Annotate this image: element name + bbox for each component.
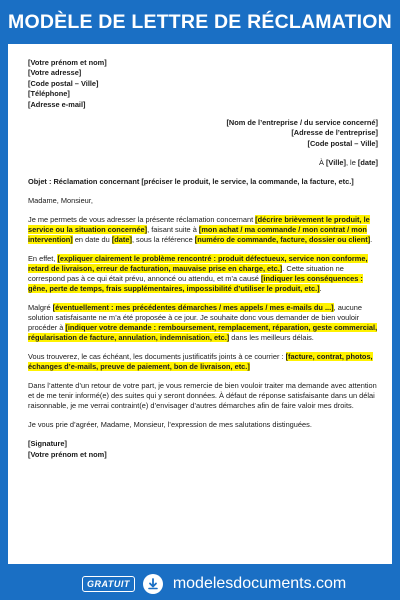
- signature-block: [28, 439, 378, 460]
- p1-highlight-2: [mon achat / ma commande / mon contrat / mon intervention]: [28, 225, 367, 245]
- p1-text-1: Je me permets de vous adresser la présente réclamation concernant: [28, 215, 256, 225]
- sender-address: [Votre adresse]: [28, 68, 82, 78]
- site-link[interactable]: modelesdocuments.com: [172, 575, 347, 592]
- p3-highlight-1: [éventuellement : mes précédentes démarches / mes appels / mes e-mails du ...]: [52, 303, 334, 313]
- p1-highlight-4: [numéro de commande, facture, dossier ou client]: [194, 235, 371, 245]
- sender-name: [Votre prénom et nom]: [28, 58, 107, 67]
- date-mid: , le: [345, 158, 358, 168]
- sender-block: [28, 58, 378, 110]
- signature-label: [Signature]: [28, 439, 68, 449]
- download-arrow-icon: [146, 577, 160, 591]
- p2-highlight-2: [indiquer les conséquences : gêne, perte de temps, frais supplémentaires, impossibilité d’utiliser le produit, etc.]: [28, 274, 363, 294]
- p2-text-3: .: [319, 284, 322, 294]
- recipient-postcode-city: [Code postal – Ville]: [307, 138, 378, 148]
- p2-text-1: En effet,: [28, 254, 58, 264]
- date-line: [28, 158, 378, 168]
- p3-text-2: , aucune solution satisfaisante ne m’a été proposée à ce jour. Je souhaite donc vous demander de bien vouloir procéder à: [28, 303, 362, 333]
- paragraph-4: [28, 352, 378, 372]
- p3-text-1: Malgré: [28, 303, 53, 313]
- p4-highlight-1: [facture, contrat, photos, échanges d’e-mails, preuve de paiement, bon de livraison, etc.]: [28, 352, 373, 372]
- signature-name: [Votre prénom et nom]: [28, 449, 107, 459]
- p3-text-3: dans les meilleurs délais.: [229, 333, 314, 343]
- page-header: [0, 0, 400, 44]
- download-cloud-icon[interactable]: [143, 574, 163, 594]
- p1-highlight-1: [décrire brièvement le produit, le service ou la situation concernée]: [28, 215, 370, 235]
- page-title: MODÈLE DE LETTRE DE RÉCLAMATION: [8, 10, 392, 33]
- recipient-address: [Adresse de l’entreprise]: [291, 128, 378, 138]
- p3-highlight-2: [indiquer votre demande : remboursement, remplacement, réparation, geste commercial, régularisation de facture, annulation, indemnisation, etc.]: [28, 323, 378, 343]
- paragraph-5: Dans l’attente d’un retour de votre part, je vous remercie de bien vouloir traiter ma demande avec attention et de me tenir informé(e) des suites qui y seront données. À défaut de réponse satisfaisante dans un délai raisonnable, je me verrai contraint(e) d’envisager d’autres démarches afin de faire valoir mes droits.: [28, 381, 377, 411]
- p2-highlight-1: [expliquer clairement le problème rencontré : produit défectueux, service non conforme, retard de livraison, erreur de facturation, mauvaise prise en charge, etc.]: [28, 254, 368, 274]
- free-badge: GRATUIT: [82, 576, 135, 592]
- date-prefix: À: [318, 158, 326, 168]
- date-value: [date]: [357, 158, 378, 168]
- paragraph-3: [28, 303, 378, 343]
- p1-highlight-3: [date]: [111, 235, 132, 245]
- p1-text-2: , faisant suite à: [147, 225, 199, 235]
- salutation: Madame, Monsieur,: [28, 196, 93, 206]
- p1-text-5: .: [370, 235, 373, 245]
- p4-text-1: Vous trouverez, le cas échéant, les documents justificatifs joints à ce courrier :: [28, 352, 286, 362]
- sender-phone: [Téléphone]: [28, 89, 70, 99]
- page-footer: [0, 568, 400, 600]
- paragraph-1: [28, 215, 378, 245]
- p1-text-4: , sous la référence: [131, 235, 195, 245]
- letter-subject: Objet : Réclamation concernant [préciser le produit, le service, la commande, la facture, etc.]: [28, 177, 354, 187]
- sender-postcode-city: [Code postal – Ville]: [28, 78, 99, 88]
- paragraph-6: Je vous prie d’agréer, Madame, Monsieur, l’expression de mes salutations distinguées.: [28, 420, 312, 430]
- paragraph-2: [28, 254, 378, 294]
- recipient-block: [28, 118, 378, 149]
- p1-text-3: en date du: [72, 235, 112, 245]
- letter-document: [8, 44, 392, 564]
- sender-email: [Adresse e-mail]: [28, 99, 86, 109]
- p2-text-2: . Cette situation ne correspond pas à ce qui était prévu, annoncé ou attendu, et m’a causé: [28, 264, 344, 284]
- recipient-company: [Nom de l’entreprise / du service concerné]: [226, 118, 378, 128]
- date-city: [Ville]: [325, 158, 346, 168]
